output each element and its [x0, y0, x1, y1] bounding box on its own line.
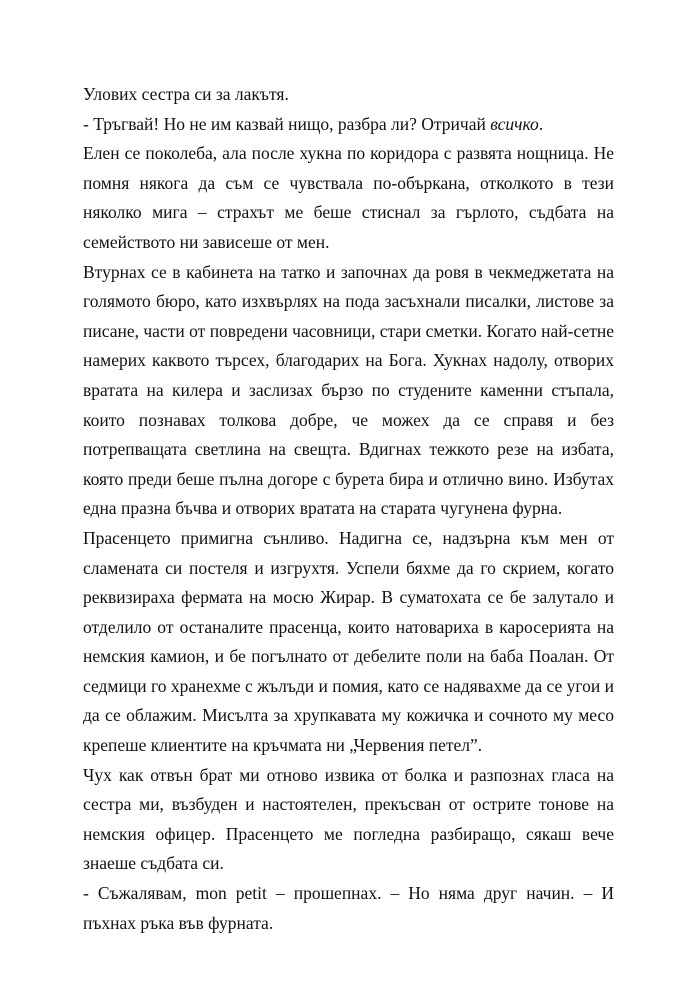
paragraph-4: Втурнах се в кабинета на татко и започнах да ровя в чекмеджетата на голямото бюро, като изхвърлях на пода засъхнали писалки, листове за писане, части от повредени часовници, стари сметки. Когато най-сетне намерих каквото търсех, благодарих на Бога. Хукнах надолу, отворих вратата на килера и заслизах бързо по студените каменни стъпала, които познавах толкова добре, че можех да се справя и без потрепващата светлина на свещта. Вдигнах тежкото резе на избата, която преди беше пълна догоре с бурета бира и отлично вино. Избутах една празна бъчва и отворих вратата на старата чугунена фурна.	[83, 261, 614, 519]
emphasized-word: всичко	[490, 113, 539, 134]
paragraph-7-dialogue: - Съжалявам, mon petit – прошепнах. – Но няма друг начин. – И пъхнах ръка във фурната.	[83, 883, 614, 933]
paragraph-2-dialogue: - Тръгвай! Но не им казвай нищо, разбра ли? Отричай всичко.	[83, 113, 544, 134]
document-body	[83, 80, 614, 938]
paragraph-3: Елен се поколеба, ала после хукна по коридора с развята нощница. Не помня някога да съм се чувствала по-объркана, отколкото в тези няколко мига – страхът ме беше стиснал за гърлото, съдбата на семейството ни зависеше от мен.	[83, 143, 614, 252]
paragraph-1: Улових сестра си за лакътя.	[83, 84, 289, 104]
paragraph-5: Прасенцето примигна сънливо. Надигна се, надзърна към мен от сламената си постеля и изгрухтя. Успели бяхме да го скрием, когато реквизираха фермата на мосю Жирар. В суматохата се бе залутало и отделило от останалите прасенца, които натовариха в каросерията на немския камион, и бе погълнато от дебелите поли на баба Поалан. От седмици го хранехме с жълъди и помия, като се надявахме да се угои и да се облажим. Мисълта за хрупкавата му кожичка и сочното му месо крепеше клиентите на кръчмата ни „Червения петел”.	[83, 527, 614, 756]
paragraph-6: Чух как отвън брат ми отново извика от болка и разпознах гласа на сестра ми, възбуден и настоятелен, прекъсван от острите тонове на немския офицер. Прасенцето ме погледна разбиращо, сякаш вече знаеше съдбата си.	[83, 764, 614, 874]
